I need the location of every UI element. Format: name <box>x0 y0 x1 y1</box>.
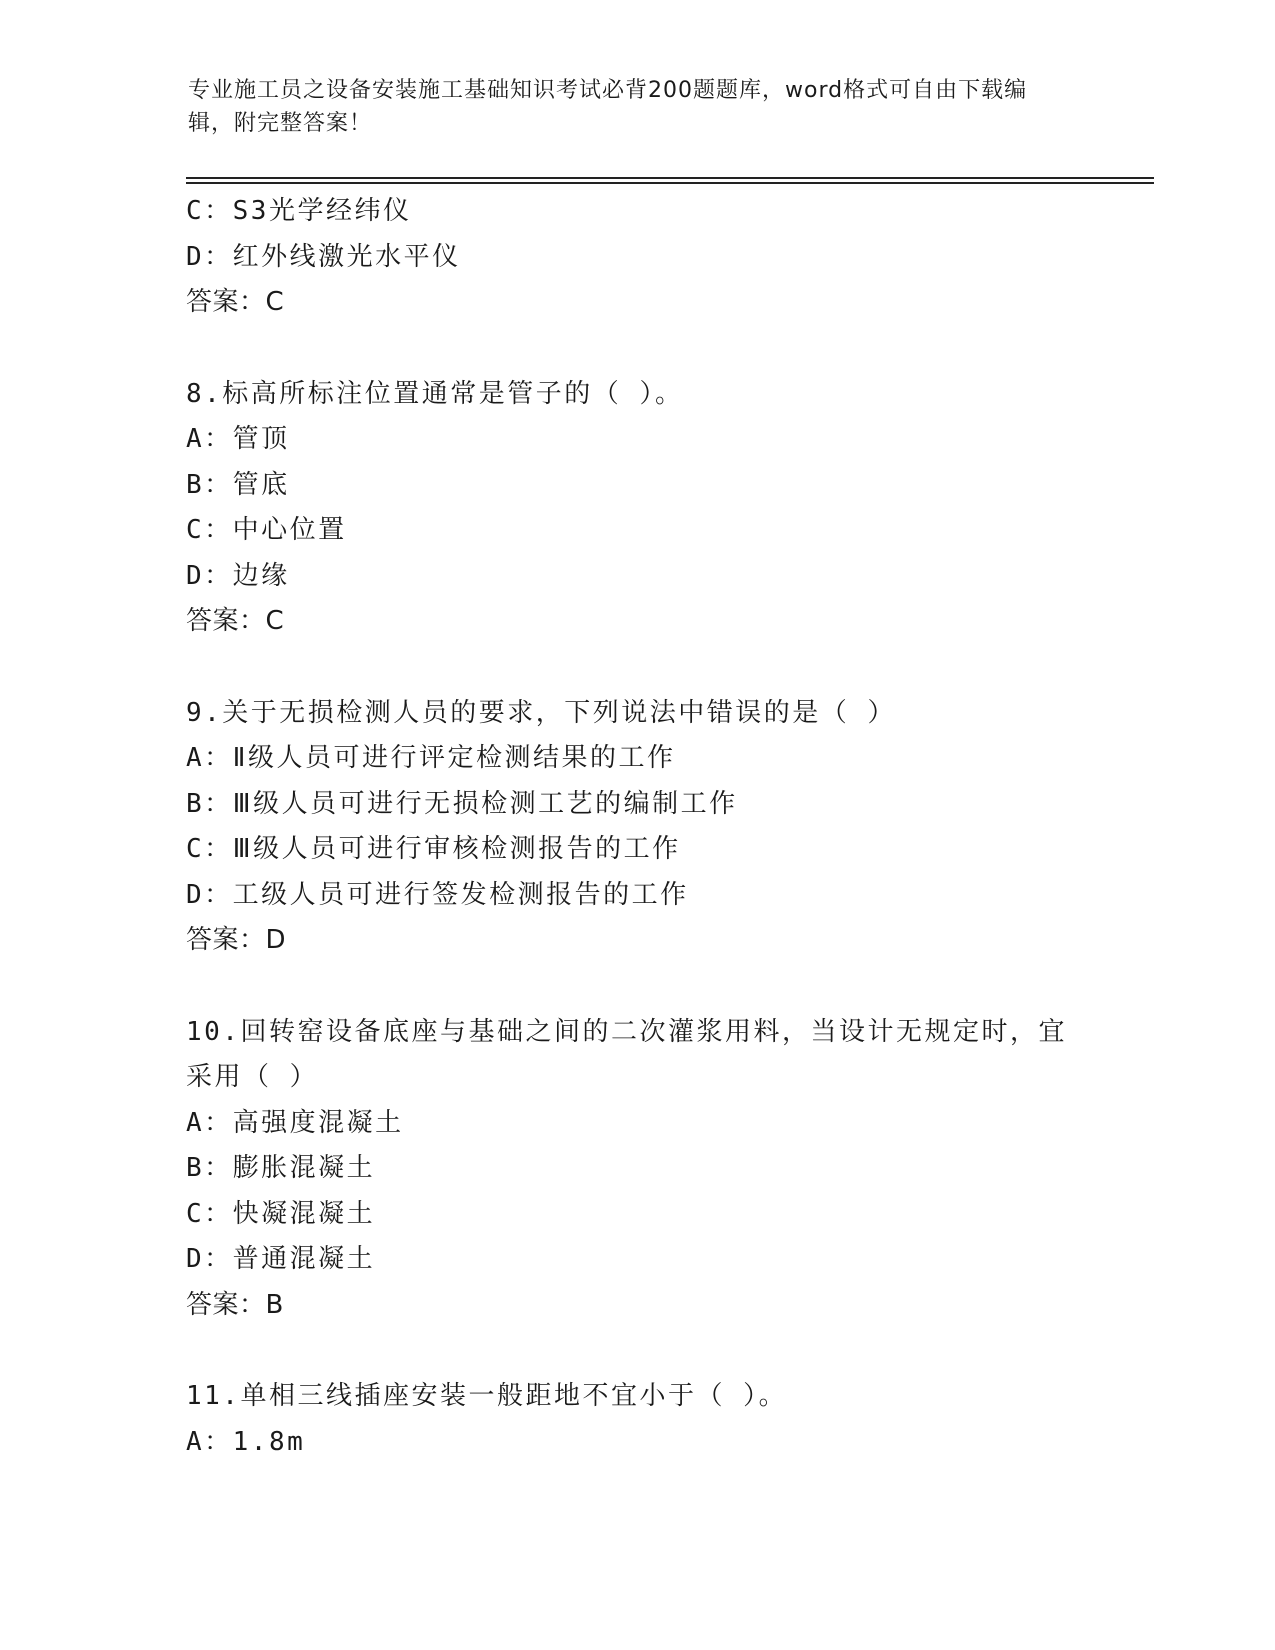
option-c: C：中心位置 <box>186 515 347 545</box>
option-d: D：红外线激光水平仪 <box>186 241 461 272</box>
answer: 答案：C <box>186 287 285 317</box>
option-c: C：S3光学经纬仪 <box>186 196 412 226</box>
option-a: A：高强度混凝土 <box>186 1107 404 1138</box>
option-d: D：边缘 <box>186 560 290 591</box>
answer: 答案：B <box>186 1289 284 1320</box>
document-header <box>188 74 1068 140</box>
option-c: C：快凝混凝土 <box>186 1198 376 1229</box>
spacer <box>186 645 1086 691</box>
option-d: D：普通混凝土 <box>186 1244 376 1274</box>
header-divider-top <box>186 177 1154 179</box>
option-b: B：膨胀混凝土 <box>186 1153 376 1183</box>
question-7-remainder <box>186 189 1086 326</box>
question-10 <box>186 1010 1086 1329</box>
option-a: A：Ⅱ级人员可进行评定检测结果的工作 <box>186 743 676 773</box>
option-d: D：工级人员可进行签发检测报告的工作 <box>186 879 689 910</box>
question-stem: 11.单相三线插座安装一般距地不宜小于（ ）。 <box>186 1381 788 1411</box>
option-b: B：管底 <box>186 469 290 500</box>
answer: 答案：C <box>186 606 285 636</box>
option-a: A：管顶 <box>186 424 290 454</box>
document-title: 专业施工员之设备安装施工基础知识考试必背200题题库，word格式可自由下载编辑，附完整答案！ <box>188 78 1028 136</box>
question-11 <box>186 1374 1086 1465</box>
option-b: B：Ⅲ级人员可进行无损检测工艺的编制工作 <box>186 788 738 819</box>
option-a: A：1.8m <box>186 1426 306 1457</box>
spacer <box>186 326 1086 372</box>
question-8 <box>186 372 1086 645</box>
answer: 答案：D <box>186 925 287 955</box>
question-9 <box>186 691 1086 964</box>
option-c: C：Ⅲ级人员可进行审核检测报告的工作 <box>186 834 681 864</box>
question-stem: 10.回转窑设备底座与基础之间的二次灌浆用料，当设计无规定时，宜采用（ ） <box>186 1016 1067 1092</box>
spacer <box>186 964 1086 1010</box>
question-list <box>186 189 1086 1465</box>
question-stem: 9.关于无损检测人员的要求，下列说法中错误的是（ ） <box>186 697 896 728</box>
question-stem: 8.标高所标注位置通常是管子的（ ）。 <box>186 378 684 409</box>
spacer <box>186 1328 1086 1374</box>
header-divider-bottom <box>186 182 1154 184</box>
